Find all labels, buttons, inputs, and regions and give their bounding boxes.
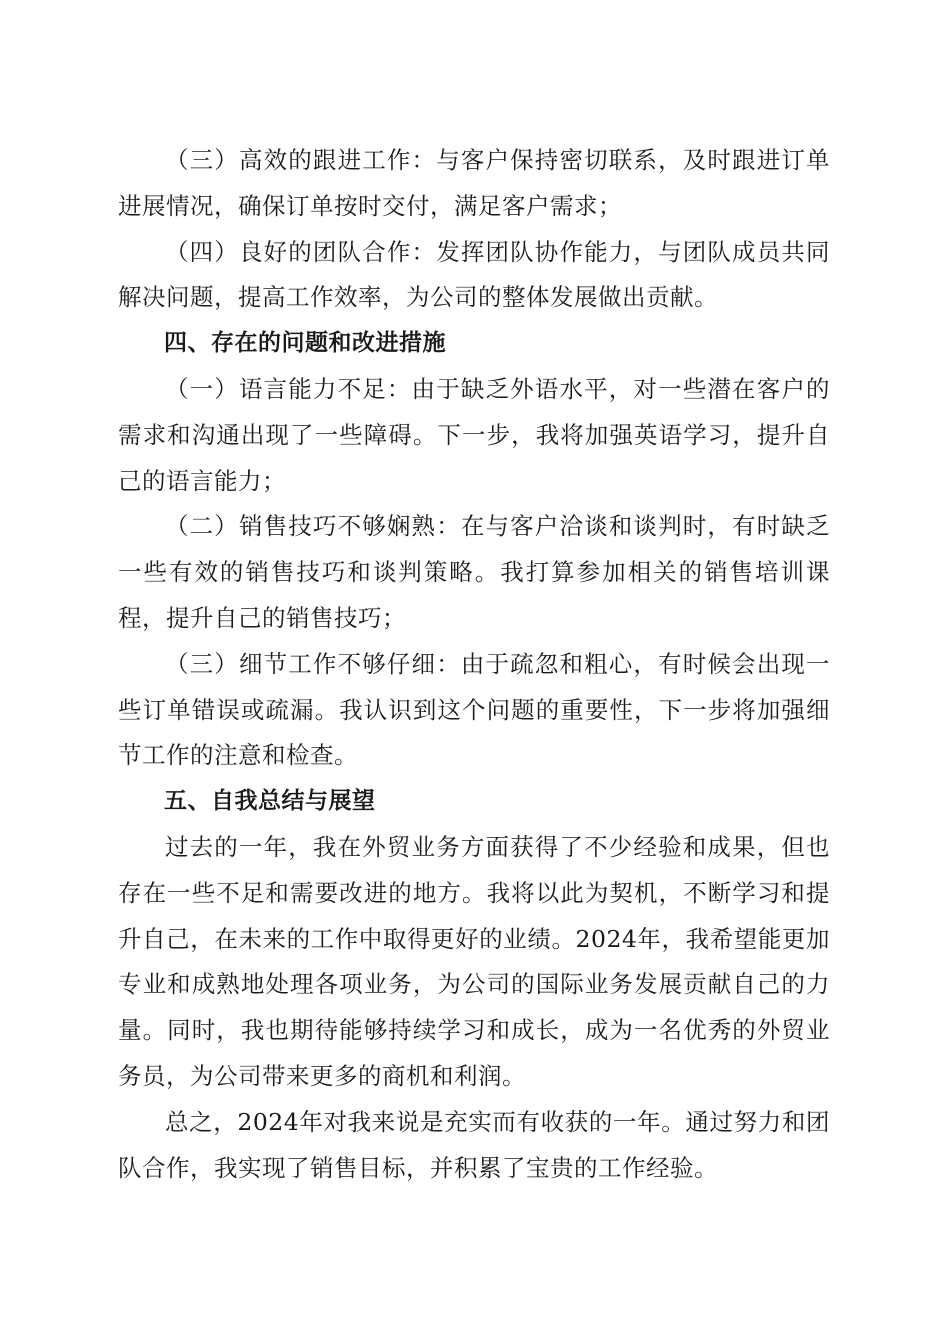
paragraph-detail-work: （三）细节工作不够仔细：由于疏忽和粗心，有时候会出现一些订单错误或疏漏。我认识到这个问题的重要性，下一步将加强细节工作的注意和检查。 — [118, 649, 830, 770]
section-heading-summary: 五、自我总结与展望 — [164, 788, 376, 815]
paragraph-language-ability: （一）语言能力不足：由于缺乏外语水平，对一些潜在客户的需求和沟通出现了一些障碍。下一步，我将加强英语学习，提升自己的语言能力； — [118, 374, 830, 495]
document-body — [118, 138, 830, 1191]
section-heading-problems: 四、存在的问题和改进措施 — [164, 330, 446, 357]
paragraph-conclusion: 总之，2024年对我来说是充实而有收获的一年。通过努力和团队合作，我实现了销售目标，并积累了宝贵的工作经验。 — [118, 1107, 830, 1182]
paragraph-followup-work: （三）高效的跟进工作：与客户保持密切联系，及时跟进订单进展情况，确保订单按时交付，满足客户需求； — [118, 146, 830, 220]
paragraph-sales-skills: （二）销售技巧不够娴熟：在与客户洽谈和谈判时，有时缺乏一些有效的销售技巧和谈判策略。我打算参加相关的销售培训课程，提升自己的销售技巧； — [118, 512, 830, 632]
paragraph-teamwork: （四）良好的团队合作：发挥团队协作能力，与团队成员共同解决问题，提高工作效率，为公司的整体发展做出贡献。 — [118, 237, 830, 312]
paragraph-review-outlook: 过去的一年，我在外贸业务方面获得了不少经验和成果，但也存在一些不足和需要改进的地方。我将以此为契机，不断学习和提升自己，在未来的工作中取得更好的业绩。2024年，我希望能更加专业和成熟地处理各项业务，为公司的国际业务发展贡献自己的力量。同时，我也期待能够持续学习和成长，成为一名优秀的外贸业务员，为公司带来更多的商机和利润。 — [118, 832, 830, 1090]
